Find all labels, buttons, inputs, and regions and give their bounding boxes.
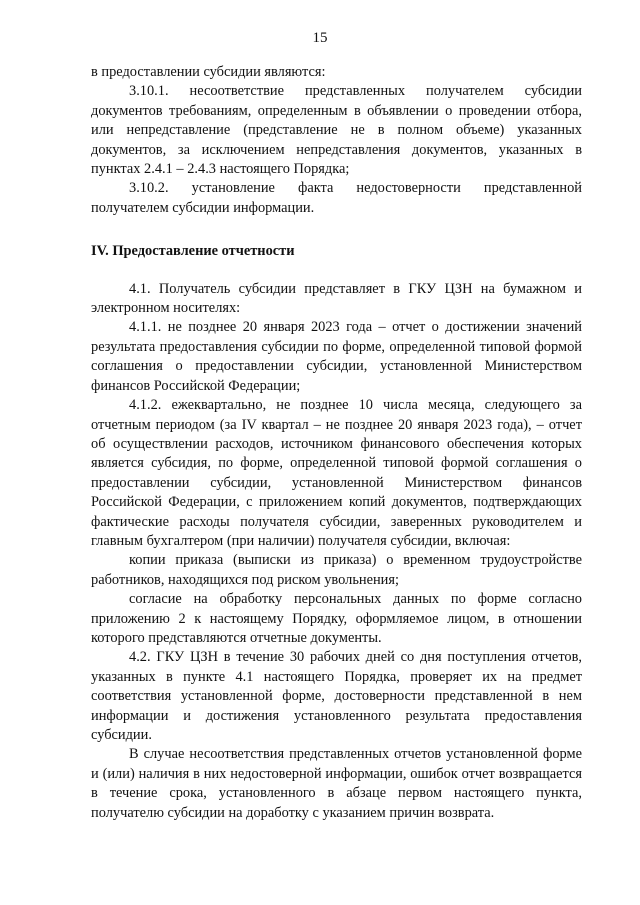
paragraph: 4.2. ГКУ ЦЗН в течение 30 рабочих дней со дня поступления отчетов, указанных в пункте 4.1 настоящего Порядка, проверяет их на предмет соответствия установленной форме, достоверности представленной в нем информации и достижения установленного результата предоставления субсидии. xyxy=(91,649,582,743)
paragraph: 4.1.1. не позднее 20 января 2023 года – отчет о достижении значений результата предоставления субсидии по форме, определенной типовой формой соглашения о предоставлении субсидии, установленной Министерством финансов Российской Федерации; xyxy=(91,319,582,394)
page-number: 15 xyxy=(312,30,328,46)
document-body xyxy=(91,63,582,823)
paragraph: 4.1. Получатель субсидии представляет в ГКУ ЦЗН на бумажном и электронном носителях: xyxy=(91,280,582,317)
paragraph: 4.1.2. ежеквартально, не позднее 10 числа месяца, следующего за отчетным периодом (за IV квартал – не позднее 20 января 2023 года), – отчет об осуществлении расходов, источником финансового обеспечения которых является субсидия, по форме, определенной типовой формой соглашения о предоставлении субсидии, установленной Министерством финансов Российской Федерации, с приложением копий документов, подтверждающих фактические расходы получателя субсидии, заверенных руководителем и главным бухгалтером (при наличии) получателя субсидии, включая: xyxy=(91,397,582,549)
paragraph: 3.10.1. несоответствие представленных получателем субсидии документов требованиям, определенным в объявлении о проведении отбора, или непредставление (представление не в полном объеме) указанных документов, за исключением непредставления документов, указанных в пунктах 2.4.1 – 2.4.3 настоящего Порядка; xyxy=(91,83,582,178)
paragraph: 3.10.2. установление факта недостоверности представленной получателем субсидии информации. xyxy=(91,180,582,216)
paragraph: согласие на обработку персональных данных по форме согласно приложению 2 к настоящему Порядку, оформляемое лицом, в отношении которого представляются отчетные документы. xyxy=(91,591,582,646)
paragraph: копии приказа (выписки из приказа) о временном трудоустройстве работников, находящихся под риском увольнения; xyxy=(91,552,582,588)
section-heading: IV. Предоставление отчетности xyxy=(91,243,295,260)
paragraph: В случае несоответствия представленных отчетов установленной форме и (или) наличия в них недостоверной информации, ошибок отчет возвращается в течение срока, установленного в абзаце первом настоящего пункта, получателю субсидии на доработку с указанием причин возврата. xyxy=(91,746,582,821)
paragraph: в предоставлении субсидии являются: xyxy=(91,64,326,80)
